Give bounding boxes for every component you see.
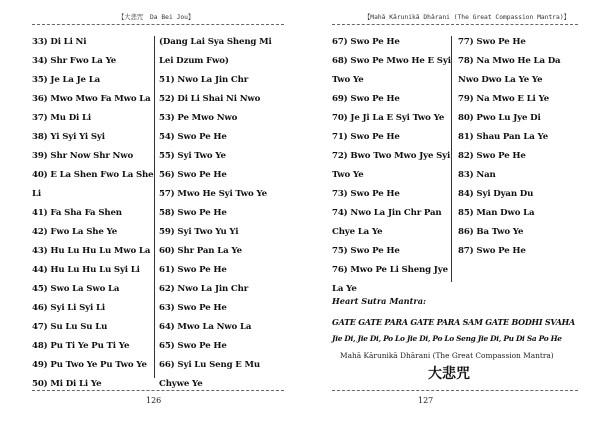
mantra-line: 37) Mu Di Li [32, 113, 91, 123]
mantra-line: 36) Mwo Mwo Fa Mwo La [32, 94, 151, 104]
mantra-line: 71) Swo Pe He [332, 132, 400, 142]
mantra-line: 84) Syi Dyan Du [458, 189, 534, 199]
mantra-line: 65) Swo Pe He [159, 341, 227, 351]
mantra-line: 40) E La Shen Fwo La She [32, 170, 154, 180]
mantra-line: 80) Pwo Lu Jye Di [458, 113, 541, 123]
mantra-line: Nwo Dwo La Ye Ye [458, 75, 543, 85]
mantra-line: 82) Swo Pe He [458, 151, 526, 161]
mantra-line: 76) Mwo Pe Li Sheng Jye [332, 265, 448, 275]
mantra-line: 87) Swo Pe He [458, 246, 526, 256]
mantra-line: 42) Fwo La She Ye [32, 227, 118, 237]
mantra-line: Two Ye [332, 75, 364, 85]
left-page-header-chinese: 【大悲咒 [118, 14, 144, 21]
mantra-line: Two Ye [332, 170, 364, 180]
heart-sutra-sanskrit: GATE GATE PARA GATE PARA SAM GATE BODHI SVAHA [332, 317, 575, 327]
mantra-line: 48) Pu Ti Ye Pu Ti Ye [32, 341, 130, 351]
mantra-line: 70) Je Ji La E Syi Two Ye [332, 113, 445, 123]
right-footer-rule [332, 390, 578, 391]
mantra-line: 64) Mwo La Nwo La [159, 322, 252, 332]
mantra-line: 67) Swo Pe He [332, 37, 400, 47]
mantra-line: 43) Hu Lu Hu Lu Mwo La [32, 246, 151, 256]
mantra-line: 49) Pu Two Ye Pu Two Ye [32, 360, 147, 370]
mantra-line: 63) Swo Pe He [159, 303, 227, 313]
mantra-line: 75) Swo Pe He [332, 246, 400, 256]
left-header-rule [32, 24, 284, 25]
mantra-line: 53) Pe Mwo Nwo [159, 113, 238, 123]
mantra-line: 68) Swo Pe Mwo He E Syi [332, 56, 451, 66]
right-mantra-column-1 [332, 33, 451, 299]
mantra-line: 44) Hu Lu Hu Lu Syi Li [32, 265, 140, 275]
mantra-line: 47) Su Lu Su Lu [32, 322, 108, 332]
mantra-line: 77) Swo Pe He [458, 37, 526, 47]
dharani-title: Mahā Kārunikā Dhārani (The Great Compassion Mantra) [340, 351, 554, 360]
right-page [300, 0, 600, 424]
mantra-line: 62) Nwo La Jin Chr [159, 284, 249, 294]
mantra-line: 41) Fa Sha Fa Shen [32, 208, 122, 218]
mantra-line: 61) Swo Pe He [159, 265, 227, 275]
mantra-line: 79) Na Mwo E Li Ye [458, 94, 550, 104]
left-page-header-pinyin: Da Bei Jou】 [150, 14, 195, 21]
mantra-line: 59) Syi Two Yu Yi [159, 227, 239, 237]
mantra-line: 83) Nan [458, 170, 496, 180]
mantra-line: 55) Syi Two Ye [159, 151, 226, 161]
mantra-line: 46) Syi Li Syi Li [32, 303, 105, 313]
mantra-line: 86) Ba Two Ye [458, 227, 524, 237]
right-column-divider [451, 36, 452, 282]
right-page-number: 127 [418, 396, 434, 405]
mantra-line: 35) Je La Je La [32, 75, 101, 85]
mantra-line: 66) Syi Lu Seng E Mu [159, 360, 260, 370]
mantra-line: Chywe Ye [159, 379, 203, 389]
mantra-line: 45) Swo La Swo La [32, 284, 120, 294]
mantra-line: 52) Di Li Shai Ni Nwo [159, 94, 261, 104]
right-header-rule [332, 24, 578, 25]
mantra-line: 51) Nwo La Jin Chr [159, 75, 249, 85]
chinese-title: 大悲咒 [428, 366, 470, 382]
left-page-number: 126 [146, 396, 162, 405]
left-footer-rule [32, 390, 284, 391]
mantra-line: 72) Bwo Two Mwo Jye Syi [332, 151, 451, 161]
right-mantra-column-2 [458, 33, 560, 261]
mantra-line: Lei Dzum Fwo) [159, 56, 229, 66]
mantra-line: 39) Shr Now Shr Nwo [32, 151, 134, 161]
mantra-line: 57) Mwo He Syi Two Ye [159, 189, 267, 199]
mantra-line: 60) Shr Pan La Ye [159, 246, 242, 256]
left-column-divider [154, 36, 155, 378]
mantra-line: 34) Shr Fwo La Ye [32, 56, 117, 66]
mantra-line: 56) Swo Pe He [159, 170, 227, 180]
mantra-line: La Ye [332, 284, 357, 294]
mantra-line: Chye La Ye [332, 227, 383, 237]
mantra-line: 50) Mi Di Li Ye [32, 379, 102, 389]
mantra-line: 74) Nwo La Jin Chr Pan [332, 208, 442, 218]
mantra-line: Li [32, 189, 42, 199]
mantra-line: 54) Swo Pe He [159, 132, 227, 142]
mantra-line: 33) Di Li Ni [32, 37, 87, 47]
heart-sutra-transliteration: Jie Di, Jie Di, Po Lo Jie Di, Po Lo Seng Jie Di, Pu Di Sa Po He [332, 334, 562, 343]
left-mantra-column-1 [32, 33, 153, 394]
left-mantra-column-2 [159, 33, 272, 394]
mantra-line: 69) Swo Pe He [332, 94, 400, 104]
heart-sutra-title: Heart Sutra Mantra: [332, 296, 427, 306]
mantra-line: 58) Swo Pe He [159, 208, 227, 218]
mantra-line: 81) Shau Pan La Ye [458, 132, 549, 142]
mantra-line: (Dang Lai Sya Sheng Mi [159, 37, 272, 47]
mantra-line: 73) Swo Pe He [332, 189, 400, 199]
mantra-line: 78) Na Mwo He La Da [458, 56, 561, 66]
right-page-header: 【Mahā Kārunikā Dhārani (The Great Compassion Mantra)】 [364, 14, 570, 21]
mantra-line: 38) Yi Syi Yi Syi [32, 132, 105, 142]
mantra-line: 85) Man Dwo La [458, 208, 535, 218]
